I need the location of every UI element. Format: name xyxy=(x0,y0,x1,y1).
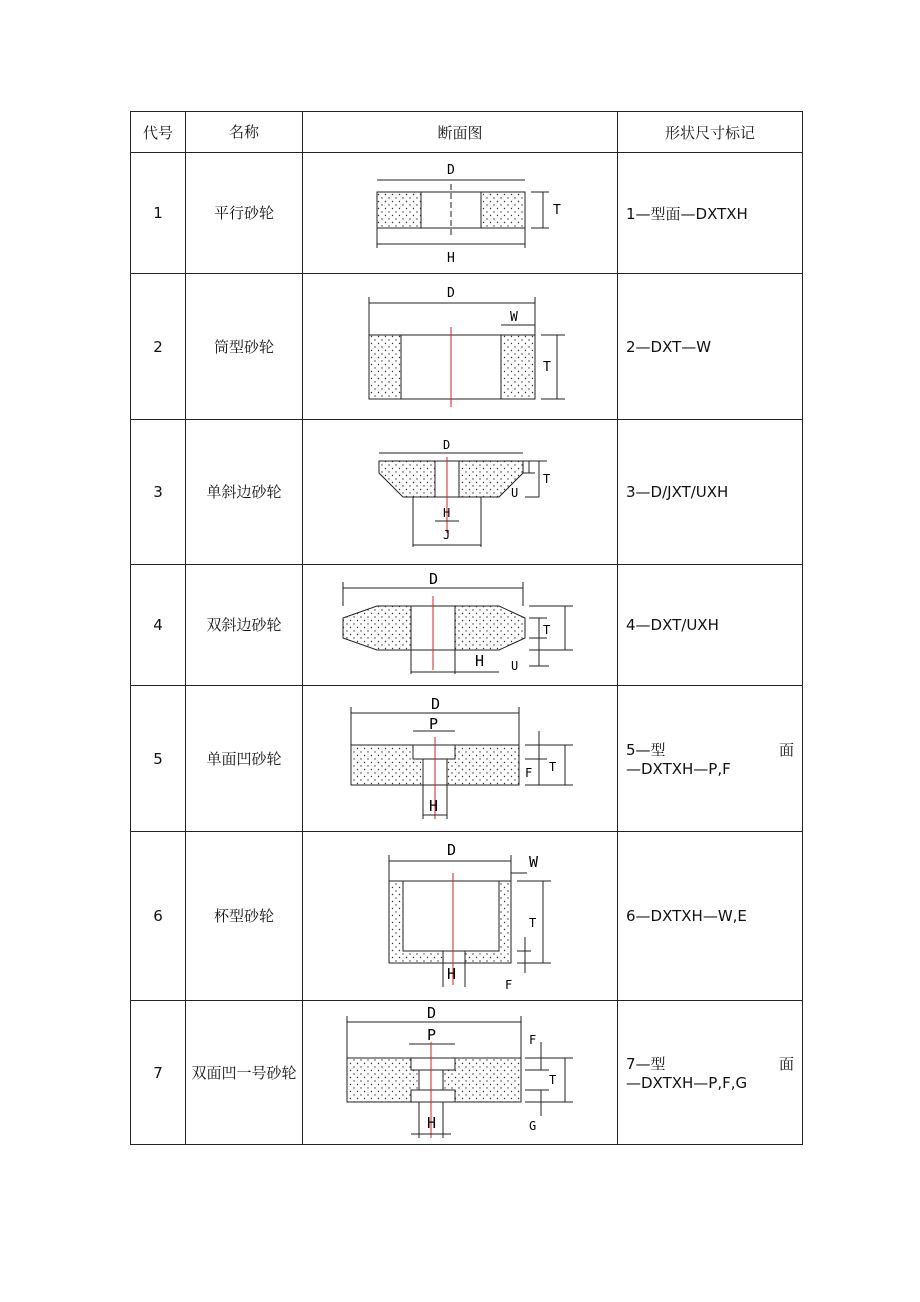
row-mark-c: —DXTXH—P,F xyxy=(626,760,731,778)
table-row xyxy=(131,153,803,274)
row-code: 1 xyxy=(131,153,186,274)
dim-label-h: H xyxy=(429,796,439,815)
row-name: 双面凹一号砂轮 xyxy=(186,1001,303,1145)
row-section xyxy=(303,565,618,686)
dim-label-d: D xyxy=(447,840,457,859)
row-mark-a: 5—型 xyxy=(626,741,666,759)
dim-label-h: H xyxy=(447,964,457,983)
dim-label-g: G xyxy=(529,1118,537,1133)
dim-label-h: H xyxy=(427,1113,437,1132)
row-name: 杯型砂轮 xyxy=(186,832,303,1001)
row-section xyxy=(303,686,618,832)
row-mark-b: 面 xyxy=(778,1055,794,1073)
dim-label-f: F xyxy=(529,1032,537,1047)
dim-label-t: T xyxy=(553,202,561,218)
dim-label-d: D xyxy=(431,694,441,713)
header-code: 代号 xyxy=(131,112,186,153)
row-mark: 6—DXTXH—W,E xyxy=(618,832,803,1001)
row-name: 双斜边砂轮 xyxy=(186,565,303,686)
row-section xyxy=(303,1001,618,1145)
table-row xyxy=(131,565,803,686)
row-mark xyxy=(618,1001,803,1145)
header-mark: 形状尺寸标记 xyxy=(618,112,803,153)
dim-label-t: T xyxy=(543,471,551,486)
row-mark-a: 7—型 xyxy=(626,1055,666,1073)
table-row xyxy=(131,832,803,1001)
dim-label-h: H xyxy=(475,651,485,670)
row-name: 筒型砂轮 xyxy=(186,274,303,420)
dim-label-f: F xyxy=(505,977,513,992)
flat-wheel-diagram xyxy=(303,154,617,273)
dim-label-d: D xyxy=(447,285,455,301)
dim-label-d: D xyxy=(443,437,451,452)
grinding-wheel-table xyxy=(130,111,803,1145)
row-section xyxy=(303,153,618,274)
row-mark-c: —DXTXH—P,F,G xyxy=(626,1074,748,1092)
row-mark: 2—DXT—W xyxy=(618,274,803,420)
single-recess-wheel-diagram xyxy=(303,687,617,831)
single-bevel-wheel-diagram xyxy=(303,421,617,564)
cup-wheel-diagram xyxy=(303,833,617,1000)
dim-label-p: P xyxy=(427,1025,437,1044)
row-name: 单面凹砂轮 xyxy=(186,686,303,832)
dim-label-t: T xyxy=(529,915,537,930)
dim-label-t: T xyxy=(543,359,551,375)
dim-label-t: T xyxy=(549,759,557,774)
dim-label-w: W xyxy=(529,852,539,871)
header-section: 断面图 xyxy=(303,112,618,153)
row-mark: 1—型面—DXTXH xyxy=(618,153,803,274)
row-name: 平行砂轮 xyxy=(186,153,303,274)
row-section xyxy=(303,420,618,565)
dim-label-p: P xyxy=(429,714,439,733)
row-code: 7 xyxy=(131,1001,186,1145)
table-row xyxy=(131,1001,803,1145)
row-section xyxy=(303,274,618,420)
dim-label-h: H xyxy=(447,250,455,266)
cylinder-wheel-diagram xyxy=(303,275,617,419)
row-code: 5 xyxy=(131,686,186,832)
dim-label-d: D xyxy=(427,1003,437,1022)
dim-label-j: J xyxy=(443,527,451,542)
row-mark-b: 面 xyxy=(778,741,794,759)
table-row xyxy=(131,686,803,832)
header-name: 名称 xyxy=(186,112,303,153)
row-mark: 4—DXT/UXH xyxy=(618,565,803,686)
double-recess-wheel-diagram xyxy=(303,1002,617,1144)
dim-label-h: H xyxy=(443,505,451,520)
row-code: 4 xyxy=(131,565,186,686)
dim-label-u: U xyxy=(511,485,519,500)
table-header-row xyxy=(131,112,803,153)
row-name: 单斜边砂轮 xyxy=(186,420,303,565)
dim-label-u: U xyxy=(511,658,519,673)
dim-label-t: T xyxy=(543,622,551,637)
dim-label-f: F xyxy=(525,765,533,780)
table-row xyxy=(131,274,803,420)
row-mark: 3—D/JXT/UXH xyxy=(618,420,803,565)
dim-label-t: T xyxy=(549,1072,557,1087)
table-row xyxy=(131,420,803,565)
row-section xyxy=(303,832,618,1001)
dim-label-d: D xyxy=(447,162,455,178)
dim-label-w: W xyxy=(510,309,518,325)
row-code: 3 xyxy=(131,420,186,565)
row-code: 6 xyxy=(131,832,186,1001)
dim-label-d: D xyxy=(429,569,439,588)
row-mark xyxy=(618,686,803,832)
double-bevel-wheel-diagram xyxy=(303,566,617,685)
row-code: 2 xyxy=(131,274,186,420)
